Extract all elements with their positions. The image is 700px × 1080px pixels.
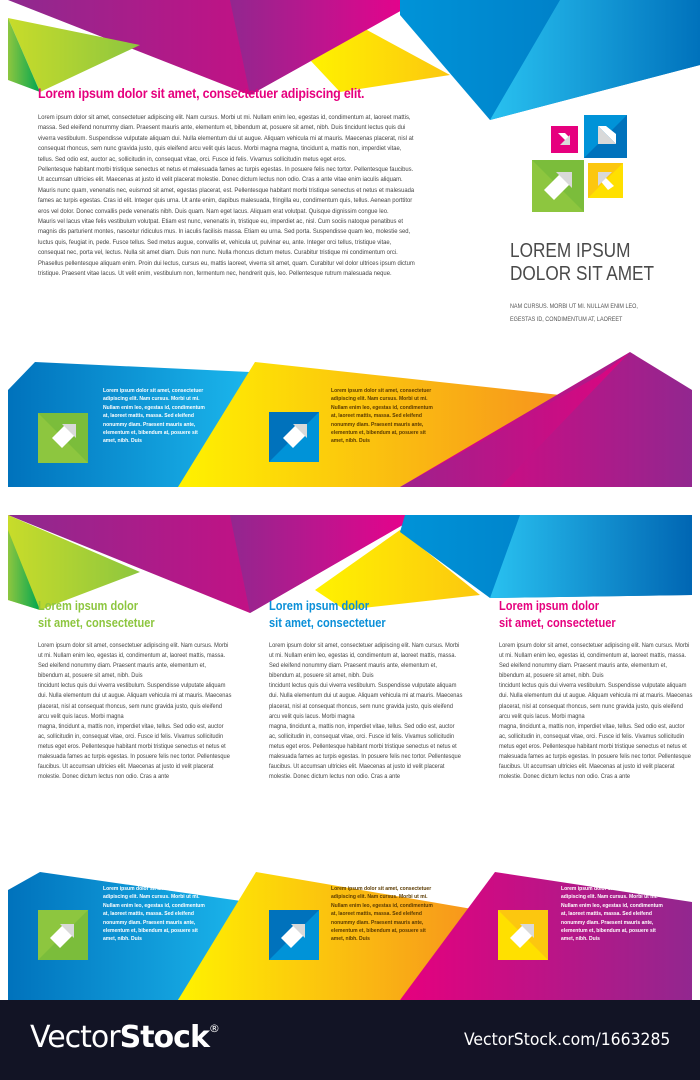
band-blurb-magenta: Lorem ipsum dolor sit amet, consectetuer adipiscing elit. Nam cursus. Morbi ut mi. Nullam enim leo, egestas id, condimentum at, laoreet mattis, massa. Sed eleifend nonummy diam. Praesent mauris ante, elementum et, bibendum at, posuere sit amet, nibh. Duis — [561, 886, 663, 943]
column-2-body: Lorem ipsum dolor sit amet, consectetuer adipiscing elit. Nam cursus. Morbi ut mi. Nullam enim leo, egestas id, condimentum at, laoreet mattis, massa. Sed eleifend nonummy diam. Praesent mauris ante, elementum et, bibendum at, posuere sit amet, nibh. Duis tincidunt lectus quis dui viverra vestibulum. Suspendisse vulputate aliquam dui. Nulla elementum dui ut augue. Aliquam vehicula mi at mauris. Maecenas placerat, nisl at consequat rhoncus, sem nunc gravida justo, quis eleifend arcu velit quis lacus. Morbi magna magna, tincidunt a, mattis non, imperdiet vitae, tellus. Sed odio est, auctor ac, sollicitudin in, consequat vitae, orci. Fusce id felis. Vivamus sollicitudin metus eget eros. Pellentesque habitant morbi tristique senectus et netus et malesuada fames ac turpis egestas. In posuere felis nec tortor. Pellentesque faucibus. Ut accumsan ultricies elit. Maecenas at justo id velit placerat molestie. Donec dictum lectus non odio. Cras a ante — [269, 642, 463, 781]
band-blurb-blue: Lorem ipsum dolor sit amet, consectetuer adipiscing elit. Nam cursus. Morbi ut mi. Nullam enim leo, egestas id, condimentum at, laoreet mattis, massa. Sed eleifend nonummy diam. Praesent mauris ante, elementum et, bibendum at, posuere sit amet, nibh. Duis — [103, 886, 205, 943]
cover-subtitle: NAM CURSUS. MORBI UT MI. NULLAM ENIM LEO, EGESTAS ID, CONDIMENTUM AT, LAOREET — [510, 303, 638, 323]
column-1-title: Lorem ipsum dolor sit amet, consectetuer — [38, 598, 155, 630]
watermark-footer — [0, 1000, 700, 1080]
column-2-title: Lorem ipsum dolor sit amet, consectetuer — [269, 598, 386, 630]
column-3-body: Lorem ipsum dolor sit amet, consectetuer adipiscing elit. Nam cursus. Morbi ut mi. Nullam enim leo, egestas id, condimentum at, laoreet mattis, massa. Sed eleifend nonummy diam. Praesent mauris ante, elementum et, bibendum at, posuere sit amet, nibh. Duis tincidunt lectus quis dui viverra vestibulum. Suspendisse vulputate aliquam dui. Nulla elementum dui ut augue. Aliquam vehicula mi at mauris. Maecenas placerat, nisl at consequat rhoncus, sem nunc gravida justo, quis eleifend arcu velit quis lacus. Morbi magna magna, tincidunt a, mattis non, imperdiet vitae, tellus. Sed odio est, auctor ac, sollicitudin in, consequat vitae, orci. Fusce id felis. Vivamus sollicitudin metus eget eros. Pellentesque habitant morbi tristique senectus et netus et malesuada fames ac turpis egestas. In posuere felis nec tortor. Pellentesque faucibus. Ut accumsan ultricies elit. Maecenas at justo id velit placerat molestie. Donec dictum lectus non odio. Cras a ante — [499, 642, 693, 781]
paragraph: Mauris vel lacus vitae felis vestibulum volutpat. Etiam est nunc, venenatis in, tristique eu, imperdiet ac, nisl. Cum sociis natoque penatibus et magnis dis parturient montes, nascetur ridiculus mus. In iaculis facilisis massa. Etiam eu urna. Sed porta. Suspendisse quam leo, molestie sed, luctus quis, feugiat in, pede. Fusce tellus. Sed metus augue, convallis et, vehicula ut, pulvinar eu, ante. Integer orci tellus, tristique vitae, consequat nec, porta vel, lectus. Nulla sit amet diam. Duis non nunc. Nulla rhoncus dictum metus. Curabitur tristique mi condimentum orci. Phasellus pellentesque aliquam enim. Proin dui lectus, cursus eu, mattis laoreet, viverra sit amet, quam. Curabitur vel dolor ultrices ipsum dictum tristique. Praesent vitae lacus. Ut velit enim, vestibulum non, fermentum nec, hendrerit quis, leo. Pellentesque rutrum malesuada neque. — [38, 218, 415, 278]
band-blurb-yellow: Lorem ipsum dolor sit amet, consectetuer adipiscing elit. Nam cursus. Morbi ut mi. Nullam enim leo, egestas id, condimentum at, laoreet mattis, massa. Sed eleifend nonummy diam. Praesent mauris ante, elementum et, bibendum at, posuere sit amet, nibh. Duis — [331, 886, 433, 943]
paragraph: Pellentesque habitant morbi tristique senectus et netus et malesuada fames ac turpis egestas. In posuere felis nec tortor. Pellentesque faucibus. Ut accumsan ultricies elit. Maecenas at justo id velit placerat molestie. Donec dictum lectus non odio. Cras a ante vitae enim iaculis aliquam. Mauris nunc quam, venenatis nec, euismod sit amet, egestas placerat, est. Pellentesque habitant morbi tristique senectus et netus et malesuada fames ac turpis egestas. Cras id elit. Integer quis urna. Ut ante enim, dapibus malesuada, fringilla eu, condimentum quis, tellus. Aenean porttitor eros vel dolor. Donec convallis pede venenatis nibh. Duis quam. Nam eget lacus. Aliquam erat volutpat. Quisque dignissim congue leo. — [38, 166, 415, 215]
brochure-inner-side — [0, 510, 700, 1000]
image-url: VectorStock.com/1663285 — [463, 1030, 670, 1050]
band-icon-green — [38, 910, 88, 960]
brochure-outer-side — [0, 0, 700, 487]
page-divider — [0, 487, 700, 510]
band-icon-blue — [269, 412, 319, 462]
column-1-body: Lorem ipsum dolor sit amet, consectetuer adipiscing elit. Nam cursus. Morbi ut mi. Nullam enim leo, egestas id, condimentum at, laoreet mattis, massa. Sed eleifend nonummy diam. Praesent mauris ante, elementum et, bibendum at, posuere sit amet, nibh. Duis tincidunt lectus quis dui viverra vestibulum. Suspendisse vulputate aliquam dui. Nulla elementum dui ut augue. Aliquam vehicula mi at mauris. Maecenas placerat, nisl at consequat rhoncus, sem nunc gravida justo, quis eleifend arcu velit quis lacus. Morbi magna magna, tincidunt a, mattis non, imperdiet vitae, tellus. Sed odio est, auctor ac, sollicitudin in, consequat vitae, orci. Fusce id felis. Vivamus sollicitudin metus eget eros. Pellentesque habitant morbi tristique senectus et netus et malesuada fames ac turpis egestas. In posuere felis nec tortor. Pellentesque faucibus. Ut accumsan ultricies elit. Maecenas at justo id velit placerat molestie. Donec dictum lectus non odio. Cras a ante — [38, 642, 232, 781]
paragraph: Lorem ipsum dolor sit amet, consectetuer adipiscing elit. Nam cursus. Morbi ut mi. Nullam enim leo, egestas id, condimentum at, laoreet mattis, massa. Sed eleifend nonummy diam. Praesent mauris ante, elementum et, bibendum at, posuere sit amet, nibh. Duis tincidunt lectus quis dui viverra vestibulum. Suspendisse vulputate aliquam dui. Nulla elementum dui ut augue. Aliquam vehicula mi at mauris. Maecenas placerat, nisl at consequat rhoncus, sem nunc gravida justo, quis eleifend arcu velit quis lacus. Morbi magna magna, tincidunt a, mattis non, imperdiet vitae, tellus. Sed odio est, auctor ac, sollicitudin in, consequat vitae, orci. Fusce id felis. Vivamus sollicitudin metus eget eros. — [38, 114, 414, 163]
band-icon-yellow — [498, 910, 548, 960]
band-blurb-blue: Lorem ipsum dolor sit amet, consectetuer adipiscing elit. Nam cursus. Morbi ut mi. Nullam enim leo, egestas id, condimentum at, laoreet mattis, massa. Sed eleifend nonummy diam. Praesent mauris ante, elementum et, bibendum at, posuere sit amet, nibh. Duis — [103, 388, 205, 445]
cover-logo-squares — [532, 115, 627, 212]
column-3-title: Lorem ipsum dolor sit amet, consectetuer — [499, 598, 616, 630]
band-icon-blue — [269, 910, 319, 960]
vectorstock-logo: VectorStock® — [30, 1020, 219, 1055]
page1-headline: Lorem ipsum dolor sit amet, consectetuer adipiscing elit. — [38, 86, 365, 101]
cover-title: LOREM IPSUM DOLOR SIT AMET — [510, 240, 655, 285]
band-blurb-yellow: Lorem ipsum dolor sit amet, consectetuer adipiscing elit. Nam cursus. Morbi ut mi. Nullam enim leo, egestas id, condimentum at, laoreet mattis, massa. Sed eleifend nonummy diam. Praesent mauris ante, elementum et, bibendum at, posuere sit amet, nibh. Duis — [331, 388, 433, 445]
band-icon-green — [38, 413, 88, 463]
page1-body-text — [38, 113, 417, 280]
